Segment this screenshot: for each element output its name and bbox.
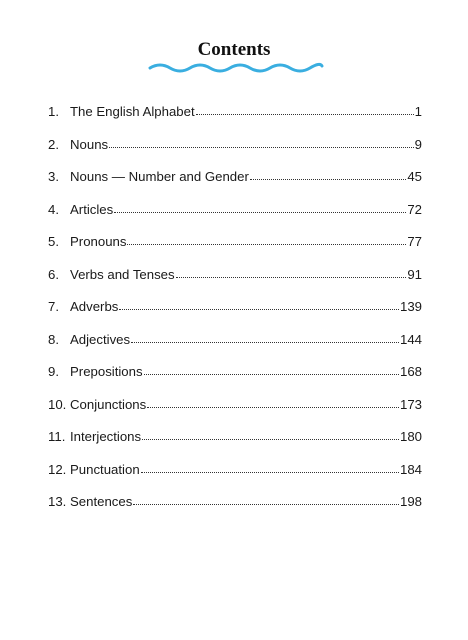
- toc-entry[interactable]: [48, 104, 422, 137]
- toc-entry[interactable]: [48, 202, 422, 235]
- entry-page: 45: [407, 169, 422, 184]
- entry-number: 5.: [48, 234, 59, 249]
- dot-leader: [142, 438, 399, 440]
- dot-leader: [196, 113, 414, 115]
- entry-title: Verbs and Tenses: [70, 266, 175, 282]
- entry-title: Nouns — Number and Gender: [70, 169, 249, 184]
- entry-number: 11.: [48, 429, 66, 444]
- entry-page: 1: [414, 104, 422, 119]
- dot-leader: [147, 406, 399, 408]
- entry-number: 7.: [48, 299, 59, 314]
- dot-leader: [114, 211, 406, 213]
- dot-leader: [131, 341, 399, 343]
- entry-title: Punctuation: [70, 461, 140, 477]
- entry-number: 13.: [48, 494, 67, 509]
- entry-title: Interjections: [70, 429, 142, 444]
- entry-title: Articles: [70, 201, 114, 217]
- entry-number: 10.: [48, 396, 67, 412]
- entry-number: 6.: [48, 266, 59, 282]
- dot-leader: [144, 373, 399, 375]
- entry-number: 2.: [48, 136, 59, 152]
- entry-page: 77: [407, 234, 422, 249]
- entry-title: Sentences: [70, 494, 133, 509]
- entry-page: 139: [399, 299, 422, 314]
- toc-entry[interactable]: [48, 429, 422, 462]
- toc-entry[interactable]: [48, 462, 422, 495]
- entry-page: 168: [399, 364, 422, 379]
- entry-title: Prepositions: [70, 364, 143, 379]
- toc-entry[interactable]: [48, 267, 422, 300]
- entry-title: Conjunctions: [70, 396, 147, 412]
- entry-title: Nouns: [70, 136, 109, 152]
- entry-page: 144: [399, 331, 422, 347]
- dot-leader: [176, 276, 407, 278]
- dot-leader: [250, 178, 406, 180]
- toc-entry[interactable]: [48, 169, 422, 202]
- entry-number: 3.: [48, 169, 59, 184]
- entry-page: 184: [399, 461, 422, 477]
- entry-number: 12.: [48, 461, 67, 477]
- entry-title: Pronouns: [70, 234, 127, 249]
- page-title: Contents: [197, 39, 271, 60]
- dot-leader: [127, 243, 406, 245]
- dot-leader: [109, 146, 414, 148]
- table-of-contents: [48, 104, 422, 527]
- entry-number: 1.: [48, 104, 59, 119]
- entry-number: 8.: [48, 331, 59, 347]
- entry-title: Adjectives: [70, 331, 131, 347]
- dot-leader: [141, 471, 399, 473]
- dot-leader: [119, 308, 399, 310]
- entry-page: 9: [414, 136, 422, 152]
- toc-entry[interactable]: [48, 299, 422, 332]
- entry-number: 4.: [48, 201, 59, 217]
- entry-page: 91: [407, 266, 422, 282]
- entry-title: The English Alphabet: [70, 104, 195, 119]
- toc-entry[interactable]: [48, 137, 422, 170]
- entry-page: 173: [399, 396, 422, 412]
- entry-page: 72: [407, 201, 422, 217]
- toc-entry[interactable]: [48, 397, 422, 430]
- entry-page: 198: [399, 494, 422, 509]
- wave-divider-icon: [148, 60, 324, 76]
- toc-entry[interactable]: [48, 494, 422, 527]
- entry-page: 180: [399, 429, 422, 444]
- toc-entry[interactable]: [48, 332, 422, 365]
- toc-entry[interactable]: [48, 234, 422, 267]
- entry-number: 9.: [48, 364, 59, 379]
- entry-title: Adverbs: [70, 299, 119, 314]
- toc-entry[interactable]: [48, 364, 422, 397]
- dot-leader: [133, 503, 399, 505]
